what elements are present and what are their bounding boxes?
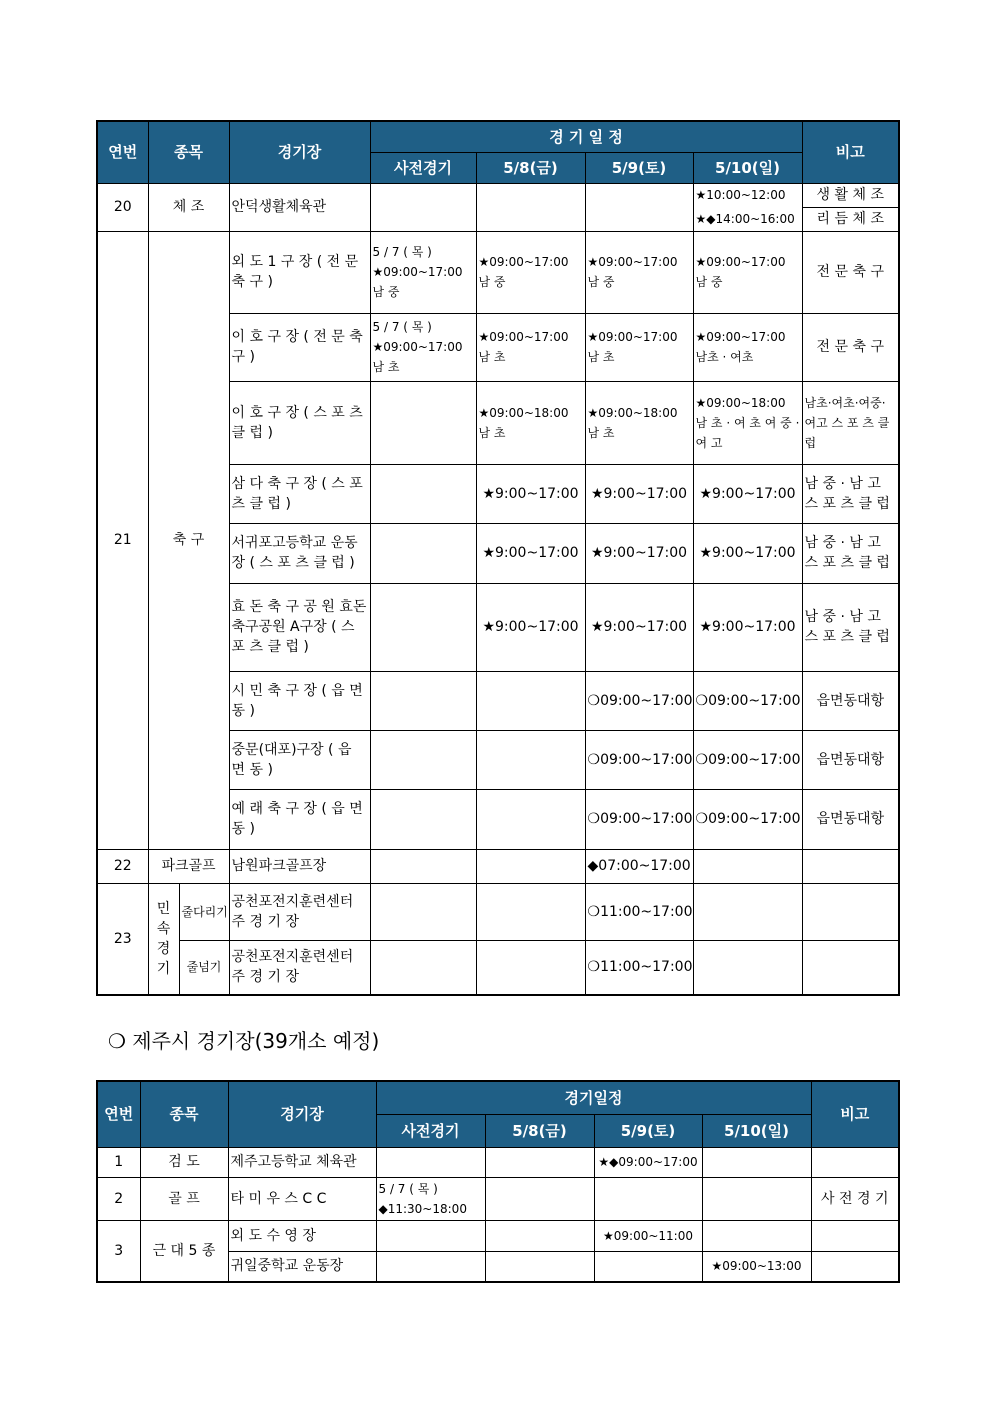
row-d2	[594, 1251, 702, 1282]
note-cell: 남 중 · 남 고 스 포 츠 클 럽	[802, 583, 899, 671]
row-note	[802, 849, 899, 883]
d2-cell: ★09:00~17:00 남 중	[585, 231, 693, 313]
d3-cell: ★9:00~17:00	[693, 523, 802, 583]
row-event: 검 도	[140, 1147, 228, 1177]
header-note: 비고	[811, 1081, 899, 1147]
header-event: 종목	[148, 121, 229, 183]
d1-cell: ★09:00~17:00 남 초	[476, 313, 585, 381]
row-pre	[370, 849, 476, 883]
row-note	[802, 940, 899, 995]
row-note	[811, 1251, 899, 1282]
venue-cell: 외 도 1 구 장 ( 전 문 축 구 )	[229, 231, 370, 313]
row-d3	[702, 1177, 811, 1220]
row-d1	[485, 1177, 594, 1220]
row-d2: ❍11:00~17:00	[585, 883, 693, 940]
row-d2: ◆07:00~17:00	[585, 849, 693, 883]
header-no: 연번	[97, 121, 148, 183]
note-cell: 남 중 · 남 고 스 포 츠 클 럽	[802, 523, 899, 583]
header-venue: 경기장	[229, 121, 370, 183]
d3-cell: ★09:00~18:00 남 초 · 여 초 여 중 · 여 고	[693, 381, 802, 464]
header-note: 비고	[802, 121, 899, 183]
d2-cell: ❍09:00~17:00	[585, 789, 693, 849]
venue-cell: 시 민 축 구 장 ( 읍 면 동 )	[229, 671, 370, 730]
d2-cell: ★09:00~18:00 남 초	[585, 381, 693, 464]
venue-cell: 서귀포고등학교 운동장 ( 스 포 츠 클 럽 )	[229, 523, 370, 583]
note-cell: 전 문 축 구	[802, 313, 899, 381]
row-d2	[594, 1177, 702, 1220]
row-no: 21	[97, 231, 148, 849]
row-venue: 공천포전지훈련센터 주 경 기 장	[229, 940, 370, 995]
d3-cell: ★9:00~17:00	[693, 464, 802, 523]
d3-cell: ❍09:00~17:00	[693, 671, 802, 730]
row-d1	[476, 183, 585, 231]
row-venue: 타 미 우 스 C C	[228, 1177, 376, 1220]
row-d2	[585, 183, 693, 231]
header-schedule: 경기일정	[376, 1081, 811, 1114]
pre-cell	[370, 730, 476, 789]
row-no: 2	[97, 1177, 140, 1220]
header-d1: 5/8(금)	[476, 152, 585, 183]
row-d1	[476, 940, 585, 995]
row-d2: ★◆09:00~17:00	[594, 1147, 702, 1177]
row-no: 22	[97, 849, 148, 883]
row-pre: 5 / 7 ( 목 ) ◆11:30~18:00	[376, 1177, 485, 1220]
row-d3	[693, 849, 802, 883]
header-pre: 사전경기	[370, 152, 476, 183]
row-event: 골 프	[140, 1177, 228, 1220]
d3-cell: ❍09:00~17:00	[693, 730, 802, 789]
row-venue: 외 도 수 영 장	[228, 1220, 376, 1251]
header-d1: 5/8(금)	[485, 1114, 594, 1147]
header-d3: 5/10(일)	[693, 152, 802, 183]
d2-cell: ❍09:00~17:00	[585, 730, 693, 789]
venue-cell: 효 돈 축 구 공 원 효돈축구공원 A구장 ( 스 포 츠 클 럽 )	[229, 583, 370, 671]
pre-cell: 5 / 7 ( 목 ) ★09:00~17:00 남 중	[370, 231, 476, 313]
row-pre	[370, 883, 476, 940]
row-venue: 안덕생활체육관	[229, 183, 370, 231]
schedule-table-jeju	[96, 1080, 900, 1283]
d2-cell: ★9:00~17:00	[585, 583, 693, 671]
d2-cell: ❍09:00~17:00	[585, 671, 693, 730]
row-note	[802, 883, 899, 940]
pre-cell: 5 / 7 ( 목 ) ★09:00~17:00 남 초	[370, 313, 476, 381]
row-pre	[370, 940, 476, 995]
note-cell: 읍면동대항	[802, 730, 899, 789]
venue-cell: 중문(대포)구장 ( 읍 면 동 )	[229, 730, 370, 789]
d2-cell: ★09:00~17:00 남 초	[585, 313, 693, 381]
venue-cell: 이 호 구 장 ( 전 문 축 구 )	[229, 313, 370, 381]
row-note-b: 리 듬 체 조	[802, 207, 899, 231]
row-d1	[476, 883, 585, 940]
d1-cell	[476, 671, 585, 730]
row-d3	[693, 883, 802, 940]
venue-cell: 예 래 축 구 장 ( 읍 면 동 )	[229, 789, 370, 849]
d3-cell: ★09:00~17:00 남 중	[693, 231, 802, 313]
d3-cell: ★09:00~17:00 남초 · 여초	[693, 313, 802, 381]
row-d3	[702, 1147, 811, 1177]
d1-cell: ★09:00~17:00 남 중	[476, 231, 585, 313]
row-event: 축 구	[148, 231, 229, 849]
row-d3-b: ★◆14:00~16:00	[693, 207, 802, 231]
d1-cell	[476, 730, 585, 789]
row-event: 민 속 경 기	[148, 883, 179, 995]
header-d2: 5/9(토)	[585, 152, 693, 183]
d1-cell	[476, 789, 585, 849]
d2-cell: ★9:00~17:00	[585, 464, 693, 523]
venue-cell: 삼 다 축 구 장 ( 스 포 츠 클 럽 )	[229, 464, 370, 523]
venue-cell: 이 호 구 장 ( 스 포 츠 클 럽 )	[229, 381, 370, 464]
row-no: 23	[97, 883, 148, 995]
row-venue: 제주고등학교 체육관	[228, 1147, 376, 1177]
row-no: 1	[97, 1147, 140, 1177]
d1-cell: ★9:00~17:00	[476, 523, 585, 583]
row-note-a: 생 활 체 조	[802, 183, 899, 207]
header-d3: 5/10(일)	[702, 1114, 811, 1147]
row-d2: ★09:00~11:00	[594, 1220, 702, 1251]
row-subevent: 줄넘기	[179, 940, 229, 995]
pre-cell	[370, 464, 476, 523]
d1-cell: ★9:00~17:00	[476, 583, 585, 671]
row-event: 체 조	[148, 183, 229, 231]
header-d2: 5/9(토)	[594, 1114, 702, 1147]
d3-cell: ❍09:00~17:00	[693, 789, 802, 849]
row-note	[811, 1147, 899, 1177]
row-pre	[376, 1147, 485, 1177]
row-event: 근 대 5 종	[140, 1220, 228, 1282]
header-pre: 사전경기	[376, 1114, 485, 1147]
row-d3-a: ★10:00~12:00	[693, 183, 802, 207]
note-cell: 남초·여초·여중·여고 스 포 츠 클 럽	[802, 381, 899, 464]
row-event: 파크골프	[148, 849, 229, 883]
header-venue: 경기장	[228, 1081, 376, 1147]
row-note: 사 전 경 기	[811, 1177, 899, 1220]
row-venue: 공천포전지훈련센터 주 경 기 장	[229, 883, 370, 940]
row-no: 3	[97, 1220, 140, 1282]
d1-cell: ★9:00~17:00	[476, 464, 585, 523]
d2-cell: ★9:00~17:00	[585, 523, 693, 583]
section-title-jeju: ❍ 제주시 경기장(39개소 예정)	[108, 1029, 380, 1053]
note-cell: 읍면동대항	[802, 789, 899, 849]
row-d2: ❍11:00~17:00	[585, 940, 693, 995]
row-subevent: 줄다리기	[179, 883, 229, 940]
row-d1	[485, 1251, 594, 1282]
row-d1	[485, 1220, 594, 1251]
row-pre	[376, 1220, 485, 1251]
d3-cell: ★9:00~17:00	[693, 583, 802, 671]
d1-cell: ★09:00~18:00 남 초	[476, 381, 585, 464]
pre-cell	[370, 789, 476, 849]
schedule-table-seogwipo	[96, 120, 900, 996]
header-schedule: 경 기 일 정	[370, 121, 802, 152]
header-event: 종목	[140, 1081, 228, 1147]
row-note	[811, 1220, 899, 1251]
row-pre	[376, 1251, 485, 1282]
row-d1	[485, 1147, 594, 1177]
row-venue: 남원파크골프장	[229, 849, 370, 883]
pre-cell	[370, 381, 476, 464]
note-cell: 남 중 · 남 고 스 포 츠 클 럽	[802, 464, 899, 523]
row-no: 20	[97, 183, 148, 231]
pre-cell	[370, 523, 476, 583]
row-d3	[693, 940, 802, 995]
pre-cell	[370, 671, 476, 730]
pre-cell	[370, 583, 476, 671]
row-d3: ★09:00~13:00	[702, 1251, 811, 1282]
note-cell: 전 문 축 구	[802, 231, 899, 313]
row-d1	[476, 849, 585, 883]
note-cell: 읍면동대항	[802, 671, 899, 730]
row-venue: 귀일중학교 운동장	[228, 1251, 376, 1282]
header-no: 연번	[97, 1081, 140, 1147]
row-d3	[702, 1220, 811, 1251]
row-pre	[370, 183, 476, 231]
